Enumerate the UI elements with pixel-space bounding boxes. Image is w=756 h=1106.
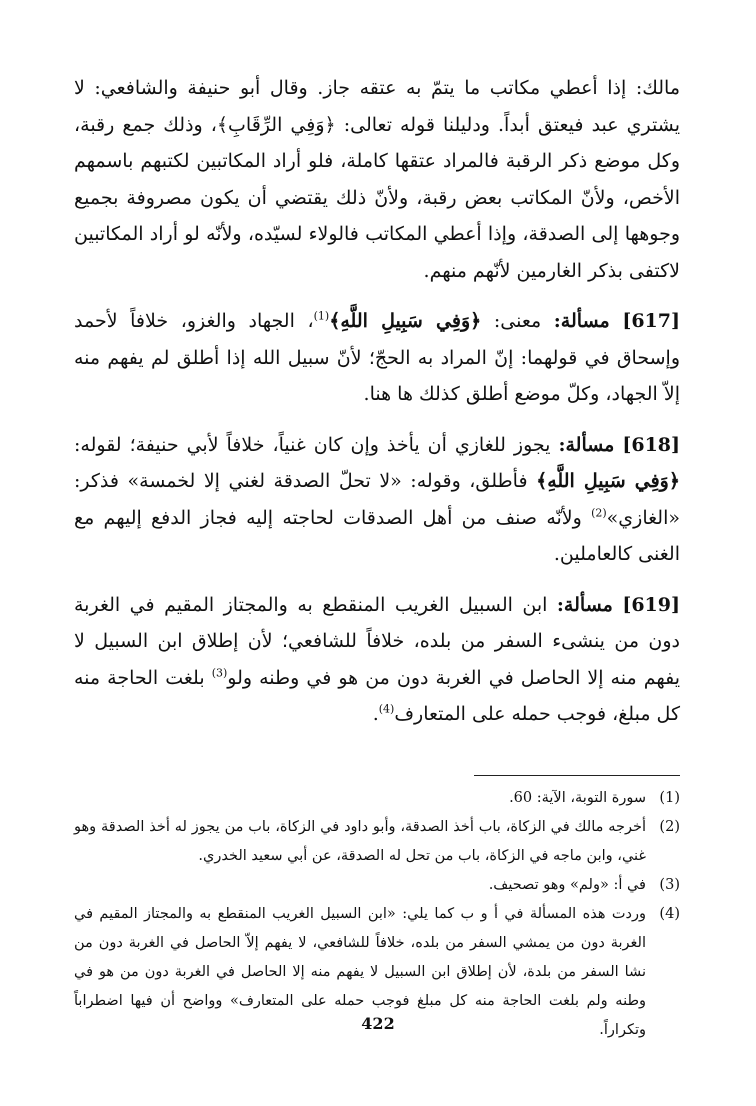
footnote-ref-2[interactable]: (2) xyxy=(591,506,607,520)
footnote-text: وردت هذه المسألة في أ و ب كما يلي: «ابن السبيل الغريب المنقطع به والمجتاز المقيم في الغربة دون من يمشي السفر من بلده، خلافاً للشافعي، لا يفهم إلاّ الحاصل في الغربة دون من نشا السفر من بلدة، لأن إطلاق ابن السبيل لا يفهم منه إلا الحاصل في الغربة دون من هو في وطنه ولم بلغت الحاجة منه كل مبلغ فوجب حمله على المتعارف» وواضح أن فيها اضطراباً وتكراراً. xyxy=(74,905,646,1038)
issue-number: [619] xyxy=(622,593,680,616)
paragraph-618 xyxy=(74,427,680,573)
issue-number: [617] xyxy=(622,310,680,332)
footnote-number: (4) xyxy=(659,905,680,922)
issue-text-a: ابن السبيل الغريب المنقطع به والمجتاز المقيم في الغربة دون من ينشىء السفر من بلده، خلافاً للشافعي؛ لأن إطلاق ابن السبيل لا يفهم منه إلا الحاصل في الغربة دون من هو في وطنه ولو xyxy=(74,593,680,689)
footnote-divider xyxy=(474,775,680,776)
issue-text-c: ولأنّه صنف من أهل الصدقات لحاجته إليه فجاز الدفع إليهم مع الغنى كالعاملين. xyxy=(74,506,680,565)
footnote-number: (2) xyxy=(659,818,680,835)
footnotes xyxy=(74,784,680,1045)
issue-text-a: يجوز للغازي أن يأخذ وإن كان غنياً، خلافاً لأبي حنيفة؛ لقوله: xyxy=(74,433,551,456)
paragraph-619 xyxy=(74,587,680,733)
footnote-text: في أ: «ولم» وهو تصحيف. xyxy=(488,876,646,893)
issue-text-b: فأطلق، وقوله: «لا تحلّ الصدقة لغني إلا لخمسة» فذكر: «الغازي» xyxy=(74,470,680,529)
issue-text-b: ، الجهاد والغزو، خلافاً لأحمد وإسحاق في قولهما: إنّ المراد به الحجّ؛ لأنّ سبيل الله إذا أطلق لم يفهم منه إلاّ الجهاد، وكلّ موضع أطلق كذلك ها هنا. xyxy=(74,310,680,405)
footnote-item xyxy=(74,871,680,900)
footnote-ref-3[interactable]: (3) xyxy=(211,666,228,680)
issue-label: مسألة: xyxy=(556,593,613,616)
footnote-item xyxy=(74,813,680,871)
footnote-text: سورة التوبة، الآية: 60. xyxy=(509,789,646,806)
main-text xyxy=(74,70,680,733)
issue-text-c: . xyxy=(372,703,379,725)
footnote-ref-1[interactable]: (1) xyxy=(313,309,330,323)
footnote-number: (3) xyxy=(659,876,680,893)
issue-text-b: بلغت الحاجة منه كل مبلغ، فوجب حمله على المتعارف xyxy=(74,666,680,725)
footnote-text: أخرجه مالك في الزكاة، باب أخذ الصدقة، وأبو داود في الزكاة، باب من يجوز له أخذ الصدقة وهو غني، وابن ماجه في الزكاة، باب من تحل له الصدقة، عن أبي سعيد الخدري. xyxy=(74,818,646,864)
paragraph-1: مالك: إذا أعطي مكاتب ما يتمّ به عتقه جاز. وقال أبو حنيفة والشافعي: لا يشتري عبد فيعتق أبداً. ودليلنا قوله تعالى: ﴿وَفِي الرِّقَابِ﴾، وذلك جمع رقبة، وكل موضع ذكر الرقبة فالمراد عتقها كاملة، فلو أراد المكاتبين لكتبهم باسمهم الأخص، ولأنّ المكاتب بعض رقبة، ولأنّ ذلك يقتضي أن يكون مصروفة بجميع وجوهها إلى الصدقة، وإذا أعطي المكاتب فالولاء لسيّده، ولأنّه لو أراد المكاتبين لاكتفى بذكر الغارمين لأنّهم منهم. xyxy=(74,77,680,282)
quran-quote: ﴿وَفِي سَبِيلِ اللَّهِ﴾ xyxy=(329,310,482,332)
quran-quote: ﴿وَفِي سَبِيلِ اللَّهِ﴾ xyxy=(536,470,680,492)
footnote-number: (1) xyxy=(659,789,680,806)
issue-label: مسألة: xyxy=(558,433,615,456)
issue-text-a: معنى: xyxy=(493,310,542,332)
paragraph-617 xyxy=(74,303,680,413)
page-number: 422 xyxy=(361,1014,395,1033)
footnote-ref-4[interactable]: (4) xyxy=(378,702,395,716)
issue-label: مسألة: xyxy=(553,310,610,332)
issue-number: [618] xyxy=(622,433,681,456)
footnote-item xyxy=(74,784,680,813)
